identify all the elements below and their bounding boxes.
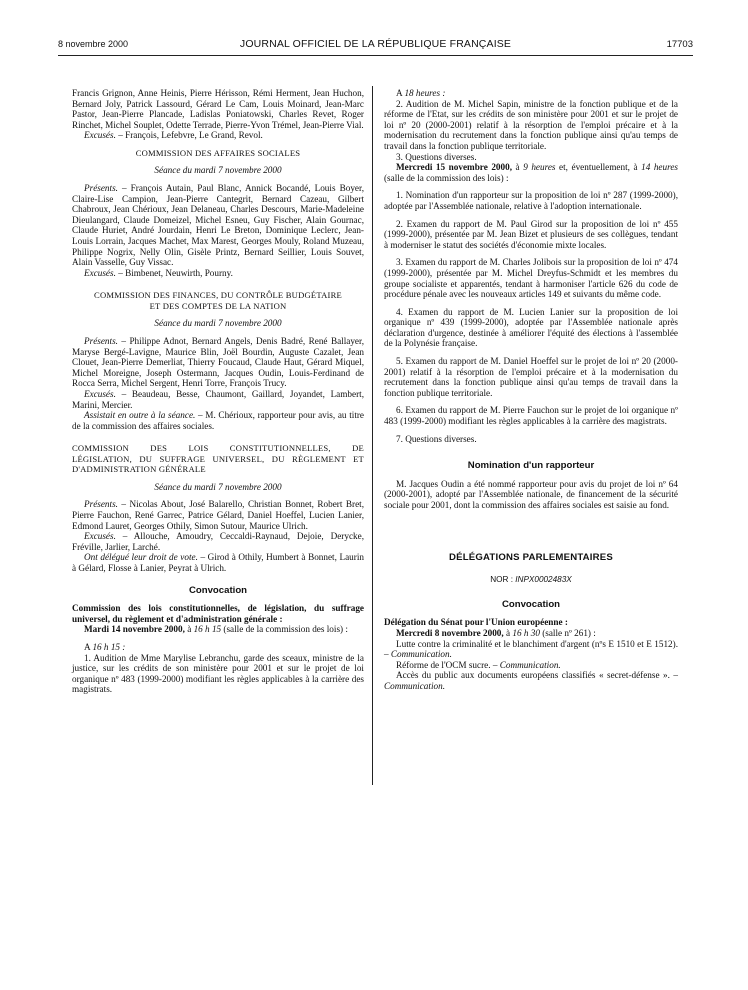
- intro-members: Francis Grignon, Anne Heinis, Pierre Hérisson, Rémi Herment, Jean Huchon, Bernard Joly, Patrick Lassourd, Gérard Le Cam, Louis Moinard, Jean-Marc Pastor, Jean-Pierre Plancade, Ladislas Poniatowski, Charles Revet, Roger Rinchet, Michel Souplet, Odette Terrade, Pierre-Yvon Trémel, Jean-Pierre Vial.: [72, 88, 364, 130]
- lois-delegue: [72, 552, 364, 573]
- convocation-date: [72, 624, 364, 635]
- finances-assist: [72, 410, 364, 431]
- date-bold: Mercredi 15 novembre 2000,: [396, 162, 513, 173]
- date-time: 16 h 15: [193, 624, 222, 635]
- agenda-item-4: 4. Examen du rapport de M. Lucien Lanier sur la proposition de loi organique nº 439 (1999-2000), adoptée par l'Assemblée nationale après déclaration d'urgence, destinée à améliorer l'équité des élections à l'assemblée de la Polynésie française.: [384, 306, 678, 349]
- date-place: (salle de la commission des lois) :: [221, 624, 348, 635]
- page-header: [58, 39, 693, 53]
- lois-present: [72, 499, 364, 531]
- social-present: [72, 183, 364, 268]
- date-a: à: [184, 624, 194, 635]
- delegue-text: – Girod à Othily, Humbert à Bonnet, Laurin à Gélard, Flosse à Lanier, Peyrat à Ulrich.: [72, 552, 364, 573]
- lois-commission-title-1: COMMISSION DES LOIS CONSTITUTIONNELLES, DE: [72, 443, 364, 454]
- column-divider: [372, 86, 373, 785]
- agenda-item-6: 6. Examen du rapport de M. Pierre Fauchon sur le projet de loi organique nº 483 (1999-2000) modifiant les règles applicables à la carrière des magistrats.: [384, 405, 678, 427]
- lois-session: Séance du mardi 7 novembre 2000: [154, 481, 282, 492]
- present-text: – Nicolas About, José Balarello, Christian Bonnet, Robert Bret, Pierre Fauchon, René Garrec, Patrice Gélard, Daniel Hoeffel, Lucien Lanier, Edmond Lauret, Georges Othily, Simon Sutour, Maurice Ulrich.: [72, 499, 364, 531]
- present-label: Présents.: [84, 499, 118, 510]
- excuses-label: Excusés.: [84, 531, 116, 542]
- nomination-heading: Nomination d'un rapporteur: [467, 460, 595, 472]
- convocation-item-2: 2. Audition de M. Michel Sapin, ministre de la fonction publique et de la réforme de l'Etat, sur les crédits de son ministère pour 2001 et sur le projet de loi nº 20 (2000-2001) relatif à la résorption de l'emploi précaire et à la modernisation du recrutement dans la fonction publique ainsi qu'au temps de travail dans la fonction publique territoriale.: [384, 98, 678, 151]
- present-label: Présents.: [84, 336, 118, 346]
- excuses-label: Excusés.: [84, 388, 116, 399]
- agenda-item-7: 7. Questions diverses.: [396, 433, 477, 444]
- lois-commission-title-2: LÉGISLATION, DU SUFFRAGE UNIVERSEL, DU RÈGLEMENT ET: [72, 453, 364, 464]
- excuses-label: Excusés.: [84, 130, 116, 141]
- time-1: 9 heures: [523, 162, 556, 173]
- agenda-item-5: 5. Examen du rapport de M. Daniel Hoeffel sur le projet de loi nº 20 (2000-2001) relatif à la résorption de l'emploi précaire et à la modernisation du recrutement dans la fonction publique ainsi qu'au temps de travail dans la fonction publique territoriale.: [384, 356, 678, 398]
- item-text: Réforme de l'OCM sucre. –: [396, 659, 500, 670]
- nor-code: INPX0002483X: [515, 575, 572, 585]
- a-label: A: [396, 88, 405, 98]
- date-a: à: [512, 162, 524, 173]
- delegation-name: Délégation du Sénat pour l'Union européenne :: [384, 617, 568, 628]
- convocation-commission: Commission des lois constitutionnelles, de législation, du suffrage universel, du règlement et d'administration générale :: [72, 603, 364, 624]
- a-time: 16 h 15 :: [92, 641, 126, 652]
- delegation-item-2: [384, 660, 678, 671]
- present-text: – Philippe Adnot, Bernard Angels, Denis Badré, René Ballayer, Maryse Bergé-Lavigne, Maurice Blin, Joël Bourdin, Auguste Cazalet, Jean Clouet, Jean-Pierre Demerliat, Thierry Foucaud, Claude Haut, Gérard Miquel, Michel Moreigne, Joseph Ostermann, Jacques Oudin, Louis-Ferdinand de Rocca Serra, Michel Sergent, Henri Torre, François Trucy.: [72, 336, 364, 389]
- convocation-heading: Convocation: [188, 584, 248, 596]
- header-date: 8 novembre 2000: [58, 39, 129, 49]
- header-rule: [58, 55, 693, 56]
- item-type: Communication.: [499, 659, 561, 670]
- date-time: 16 h 30: [512, 627, 540, 638]
- date-bold: Mardi 14 novembre 2000,: [84, 624, 185, 635]
- nomination-text: M. Jacques Oudin a été nommé rapporteur pour avis du projet de loi nº 64 (2000-2001), adopté par l'Assemblée nationale, de financement de la sécurité sociale pour 2001, dont la commission des affaires sociales est saisie au fond.: [384, 478, 678, 510]
- excuses-label: Excusés.: [84, 267, 116, 278]
- delegations-convocation-heading: Convocation: [501, 598, 561, 610]
- delegation-item-1: [384, 639, 678, 660]
- time-2: 14 heures: [641, 162, 678, 173]
- page-number: 17703: [666, 39, 693, 50]
- a-time: 18 heures :: [404, 88, 446, 98]
- finances-session: Séance du mardi 7 novembre 2000: [154, 318, 282, 329]
- agenda-item-3: 3. Examen du rapport de M. Charles Jolibois sur la proposition de loi nº 474 (1999-2000), présentée par M. Michel Dreyfus-Schmidt et les membres du groupe socialiste et apparentés, tendant à harmoniser l'article 626 du code de procédure pénale avec les nouveaux articles 149 et suivants du même code.: [384, 257, 678, 300]
- delegation-date: [384, 628, 678, 639]
- finances-commission-title-2: ET DES COMPTES DE LA NATION: [149, 300, 287, 311]
- date-bold: Mercredi 8 novembre 2000,: [396, 627, 504, 638]
- agenda-item-1: 1. Nomination d'un rapporteur sur la proposition de loi nº 287 (1999-2000), adoptée par l'Assemblée nationale, relative à l'adoption internationale.: [384, 190, 678, 211]
- lois-commission-title-3: D'ADMINISTRATION GÉNÉRALE: [72, 464, 206, 475]
- right-column: [384, 88, 678, 692]
- journal-title: JOURNAL OFFICIEL DE LA RÉPUBLIQUE FRANÇAISE: [239, 38, 512, 50]
- lois-excuses: [72, 531, 364, 552]
- date-place: (salle de la commission des lois) :: [384, 172, 509, 183]
- social-commission-title: COMMISSION DES AFFAIRES SOCIALES: [135, 147, 301, 158]
- item-text: Accès du public aux documents européens classifiés « secret-défense ». –: [396, 670, 678, 681]
- assist-label: Assistait en outre à la séance.: [84, 410, 196, 421]
- date-place: (salle nº 261) :: [539, 627, 596, 638]
- item-text: Lutte contre la criminalité et le blanchiment d'argent (nºs E 1510 et E 1512). –: [384, 638, 678, 660]
- date-a: à: [503, 627, 513, 638]
- nor-reference: [384, 575, 678, 586]
- intro-excuses: [72, 130, 364, 141]
- delegation-item-3: [384, 670, 678, 691]
- present-text: – François Autain, Paul Blanc, Annick Bocandé, Louis Boyer, Claire-Lise Campion, Jean-Pierre Cantegrit, Bernard Cazeau, Gilbert Chabroux, Jean Chérioux, Jean Delaneau, Charles Descours, Marie-Madeleine Dieulangard, Claude Domeizel, Michel Esneu, Guy Fischer, Alain Gournac, Claude Huriet, André Jourdain, Henri Le Breton, Dominique Leclerc, Jean-Louis Lorrain, Jacques Machet, Max Marest, Georges Mouly, Roland Muzeau, Philippe Nogrix, Nelly Olin, Gisèle Printz, Bernard Seillier, Louis Souvet, Alain Vasselle, Guy Vissac.: [72, 183, 364, 268]
- delegations-heading: DÉLÉGATIONS PARLEMENTAIRES: [448, 551, 614, 563]
- finances-present: [72, 336, 364, 389]
- delegue-label: Ont délégué leur droit de vote.: [84, 552, 198, 563]
- date-et: et, éventuellement, à: [555, 162, 642, 173]
- agenda-item-2: 2. Examen du rapport de M. Paul Girod sur la proposition de loi nº 455 (1999-2000), présentée par M. Jean Bizet et plusieurs de ses collègues, tendant à moderniser le statut des sociétés d'économie mixte locales.: [384, 218, 678, 250]
- item-type: Communication.: [390, 649, 452, 660]
- excuses-text: – Beaudeau, Besse, Chaumont, Gaillard, Joyandet, Lambert, Marini, Mercier.: [72, 388, 364, 410]
- item-type: Communication.: [384, 680, 445, 691]
- assist-text: – M. Chérioux, rapporteur pour avis, au titre de la commission des affaires sociales.: [72, 410, 365, 431]
- convocation-item-1: 1. Audition de Mme Marylise Lebranchu, garde des sceaux, ministre de la justice, sur les crédits de son ministère pour 2001 et sur le projet de loi organique nº 483 (1999-2000) modifiant les règles applicables à la carrière des magistrats.: [72, 652, 364, 695]
- social-session: Séance du mardi 7 novembre 2000: [154, 165, 282, 176]
- convocation-time-18h: [384, 88, 678, 99]
- social-excuses: [72, 268, 364, 279]
- finances-excuses: [72, 389, 364, 410]
- excuses-text: – Allouche, Amoudry, Ceccaldi-Raynaud, Dejoie, Derycke, Fréville, Jarlier, Larché.: [72, 531, 364, 552]
- left-column: [72, 88, 364, 695]
- a-label: A: [84, 641, 93, 652]
- excuses-text: – Bimbenet, Neuwirth, Pourny.: [115, 267, 233, 278]
- convocation-item-3: 3. Questions diverses.: [396, 151, 477, 162]
- excuses-text: – François, Lefebvre, Le Grand, Revol.: [115, 130, 263, 141]
- present-label: Présents.: [84, 183, 118, 194]
- wednesday-date: [384, 162, 678, 183]
- convocation-time-16h15: [72, 642, 364, 653]
- finances-commission-title-1: COMMISSION DES FINANCES, DU CONTRÔLE BUDGÉTAIRE: [94, 290, 342, 301]
- nor-label: NOR :: [490, 575, 516, 585]
